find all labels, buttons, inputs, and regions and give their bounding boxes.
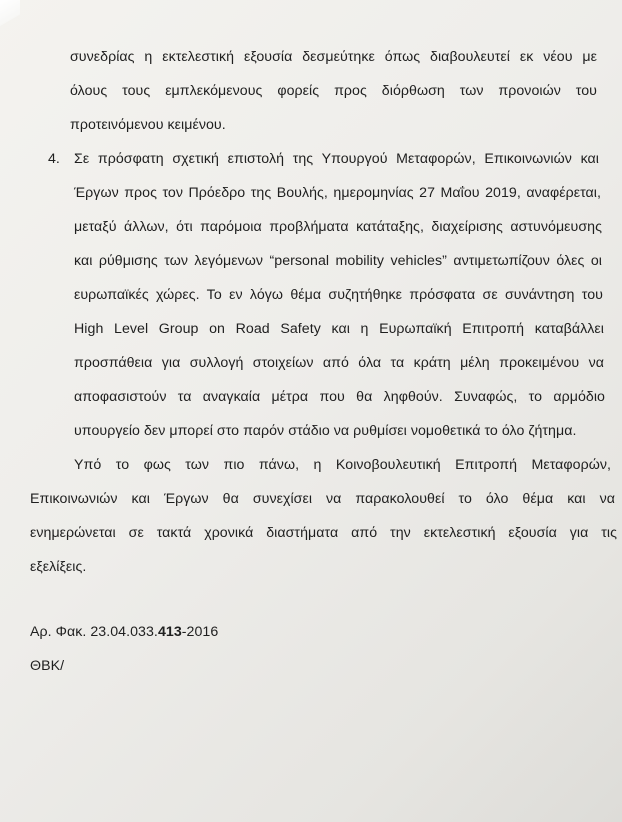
text-line: Έργων προς τον Πρόεδρο της Βουλής, ημερομηνίας 27 Μαΐου 2019, αναφέρεται, <box>74 185 601 201</box>
file-reference-number: 413 <box>157 624 182 640</box>
text-line: εξελίξεις. <box>30 559 87 575</box>
text-line: μεταξύ άλλων, ότι παρόμοια προβλήματα κατάταξης, διαχείρισης αστυνόμευσης <box>74 219 602 235</box>
file-reference-prefix: Αρ. Φακ. 23.04.033. <box>30 624 158 640</box>
text-line: ενημερώνεται σε τακτά χρονικά διαστήματα από την εκτελεστική εξουσία για τις <box>30 525 617 541</box>
text-line: ευρωπαϊκές χώρες. Το εν λόγω θέμα συζητήθηκε πρόσφατα σε συνάντηση του <box>74 287 603 303</box>
text-line: αποφασιστούν τα αναγκαία μέτρα που θα ληφθούν. Συναφώς, το αρμόδιο <box>74 389 605 405</box>
text-line: προσπάθεια για συλλογή στοιχείων από όλα τα κράτη μέλη προκειμένου να <box>74 355 604 371</box>
text-line: συνεδρίας η εκτελεστική εξουσία δεσμεύτηκε όπως διαβουλευτεί εκ νέου με <box>70 49 597 65</box>
text-line: High Level Group on Road Safety και η Ευρωπαϊκή Επιτροπή καταβάλλει <box>74 321 604 337</box>
text-line: Υπό το φως των πιο πάνω, η Κοινοβουλευτική Επιτροπή Μεταφορών, <box>74 457 611 473</box>
text-line: προτεινόμενου κειμένου. <box>70 117 226 133</box>
text-line: Επικοινωνιών και Έργων θα συνεχίσει να παρακολουθεί το όλο θέμα και να <box>30 491 615 507</box>
author-initials: ΘΒΚ/ <box>30 658 65 674</box>
text-line: υπουργείο δεν μπορεί στο παρόν στάδιο να ρυθμίσει νομοθετικά το όλο ζήτημα. <box>74 423 577 439</box>
text-line: και ρύθμισης των λεγόμενων “personal mobility vehicles” αντιμετωπίζουν όλες οι <box>74 253 602 269</box>
text-line: όλους τους εμπλεκόμενους φορείς προς διόρθωση των προνοιών του <box>70 83 597 99</box>
item-number: 4. <box>48 151 60 167</box>
page-corner <box>0 0 20 40</box>
file-reference-suffix: -2016 <box>181 624 219 640</box>
text-line: Σε πρόσφατη σχετική επιστολή της Υπουργού Μεταφορών, Επικοινωνιών και <box>74 151 599 167</box>
file-reference <box>30 623 218 641</box>
